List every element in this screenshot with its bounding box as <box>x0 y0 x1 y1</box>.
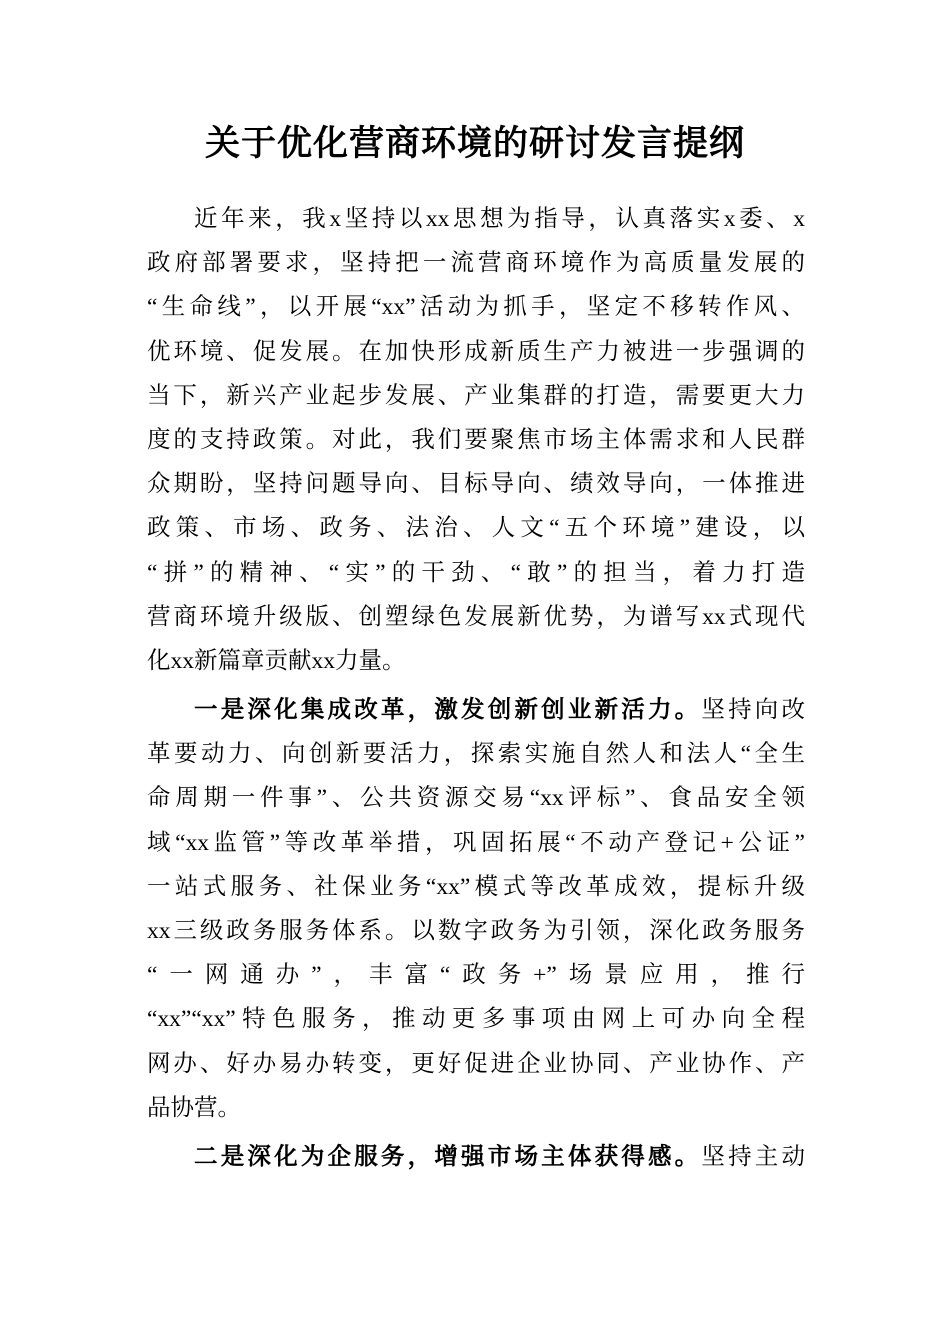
text-line: 品协营。 <box>147 1094 241 1121</box>
text-line: “拼”的精神、“实”的干劲、“敢”的担当，着力打造 <box>147 559 805 586</box>
text-line: xx三级政务服务体系。以数字政务为引领，深化政务服务 <box>147 918 805 944</box>
point-heading: 一是深化集成改革，激发创新创业新活力。 <box>194 697 702 724</box>
paragraph-point-1 <box>147 688 805 1130</box>
text-line <box>147 1135 805 1179</box>
text-line: 营商环境升级版、创塑绿色发展新优势，为谱写xx式现代 <box>147 603 805 630</box>
text-line: “一网通办”，丰富“政务+”场景应用，推行 <box>147 962 805 989</box>
text-line: 近年来，我x坚持以xx思想为指导，认真落实x委、x <box>194 206 805 232</box>
document-title: 关于优化营商环境的研讨发言提纲 <box>204 124 745 163</box>
text-line: 网办、好办易办转变，更好促进企业协同、产业协作、产 <box>147 1050 805 1077</box>
text-run: 坚持向改 <box>701 697 806 724</box>
point-heading: 二是深化为企服务，增强市场主体获得感。 <box>194 1143 702 1170</box>
document-body <box>147 197 805 1184</box>
text-line: 域“xx监管”等改革举措，巩固拓展“不动产登记+公证” <box>147 829 805 856</box>
text-line: 众期盼，坚持问题导向、目标导向、绩效导向，一体推进 <box>147 471 805 498</box>
text-line: 一站式服务、社保业务“xx”模式等改革成效，提标升级 <box>147 873 805 900</box>
text-line: 政策、市场、政务、法治、人文“五个环境”建设，以 <box>147 515 805 542</box>
text-line: 化xx新篇章贡献xx力量。 <box>147 647 406 674</box>
paragraph-point-2 <box>147 1135 805 1179</box>
text-line: “生命线”，以开展“xx”活动为抓手，坚定不移转作风、 <box>147 294 805 321</box>
paragraph-intro <box>147 197 805 683</box>
text-line: “xx”“xx”特色服务，推动更多事项由网上可办向全程 <box>147 1006 805 1033</box>
text-line <box>147 688 805 732</box>
text-line: 革要动力、向创新要活力，探索实施自然人和法人“全生 <box>147 741 805 768</box>
text-line: 度的支持政策。对此，我们要聚焦市场主体需求和人民群 <box>147 426 805 453</box>
text-line: 命周期一件事”、公共资源交易“xx评标”、食品安全领 <box>147 785 805 812</box>
text-line: 优环境、促发展。在加快形成新质生产力被进一步强调的 <box>147 338 805 365</box>
text-line: 政府部署要求，坚持把一流营商环境作为高质量发展的 <box>147 250 805 277</box>
text-run: 坚持主动 <box>701 1143 806 1170</box>
text-line: 当下，新兴产业起步发展、产业集群的打造，需要更大力 <box>147 382 805 409</box>
